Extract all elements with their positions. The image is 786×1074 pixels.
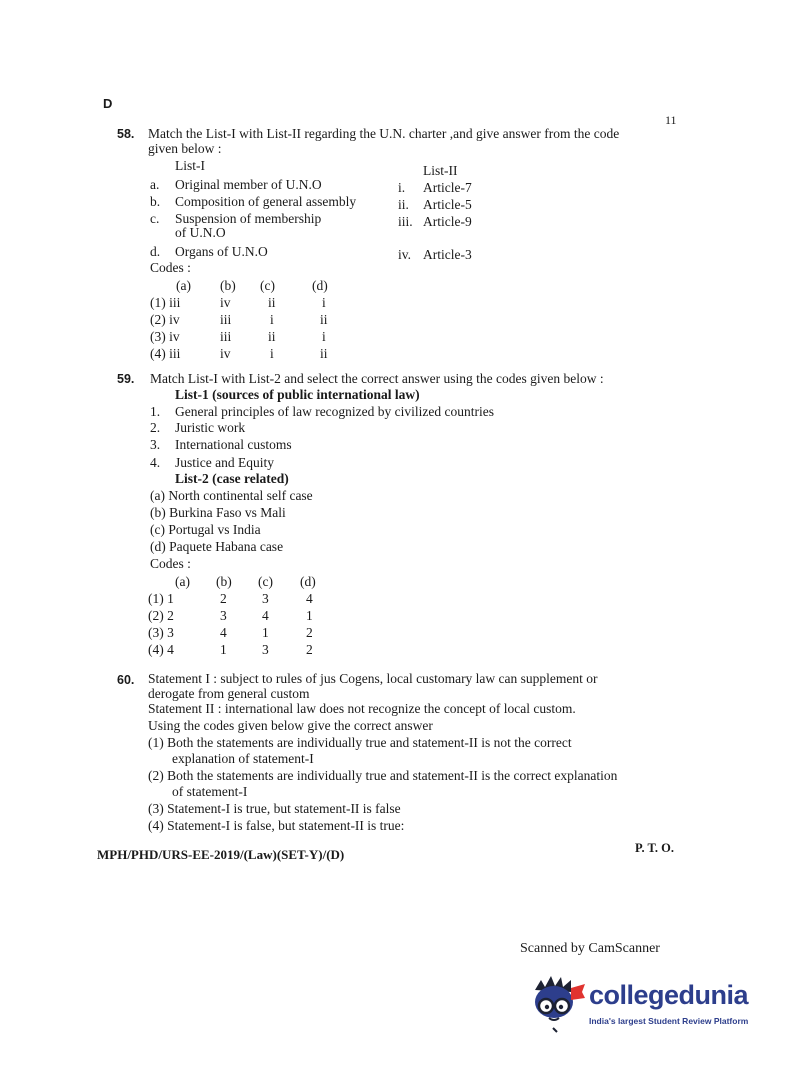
codes-cell: 2 [306, 625, 313, 640]
question-number: 60. [117, 673, 135, 687]
question-text-cont: given below : [148, 141, 222, 156]
codes-cell: i [270, 312, 274, 327]
list-2-item: (a) North continental self case [150, 488, 313, 503]
list-1-title: List-I [175, 158, 205, 173]
codes-row [150, 312, 352, 329]
codes-row [150, 295, 352, 312]
list-1-item: Composition of general assembly [175, 194, 357, 209]
list-2-label: ii. [398, 197, 409, 212]
codes-header-cell: (a) [176, 278, 191, 293]
codes-cell: 3 [262, 591, 269, 606]
list-1-label: 3. [150, 437, 161, 452]
codes-header-cell: (b) [216, 574, 232, 589]
codes-cell: (3) iv [150, 329, 180, 344]
list-2-label: iii. [398, 214, 413, 229]
paper-code: MPH/PHD/URS-EE-2019/(Law)(SET-Y)/(D) [97, 847, 345, 862]
codes-cell: (4) 4 [148, 642, 174, 657]
list-2-item: (c) Portugal vs India [150, 522, 261, 537]
codes-cell: ii [320, 312, 328, 327]
codes-cell: ii [268, 295, 276, 310]
codes-cell: 3 [262, 642, 269, 657]
codes-cell: i [270, 346, 274, 361]
codes-cell: 1 [220, 642, 227, 657]
codes-cell: 4 [306, 591, 313, 606]
codes-cell: i [322, 295, 326, 310]
list-1-item-cont: of U.N.O [175, 225, 226, 240]
list-2-item: (b) Burkina Faso vs Mali [150, 505, 286, 520]
codes-cell: (1) 1 [148, 591, 174, 606]
list-1-item: Suspension of membership [175, 211, 322, 226]
statement-2: Statement II : international law does not recognize the concept of local custom. [148, 701, 576, 716]
list-2-item: Article-5 [423, 197, 472, 212]
codes-cell: (4) iii [150, 346, 181, 361]
codes-cell: iii [220, 329, 232, 344]
mascot-icon [527, 972, 587, 1034]
list-1-label: c. [150, 211, 160, 226]
logo-wordmark: collegedunia [589, 980, 749, 1010]
codes-row [148, 591, 340, 608]
codes-cell: 1 [306, 608, 313, 623]
codes-cell: iv [220, 295, 231, 310]
codes-cell: ii [268, 329, 276, 344]
list-1-item: Original member of U.N.O [175, 177, 322, 192]
codes-cell: i [322, 329, 326, 344]
list-2-item: (d) Paquete Habana case [150, 539, 284, 554]
list-1-label: 4. [150, 455, 161, 470]
codes-cell: 1 [262, 625, 269, 640]
codes-row [150, 329, 352, 346]
codes-cell: 2 [220, 591, 227, 606]
list-2-item: Article-7 [423, 180, 472, 195]
list-1-item: International customs [175, 437, 292, 452]
codes-row [150, 346, 352, 363]
codes-header-cell: (c) [258, 574, 273, 589]
codes-cell: (3) 3 [148, 625, 174, 640]
codes-header-row [150, 278, 352, 295]
codes-row [148, 608, 340, 625]
question-text: Match the List-I with List-II regarding the U.N. charter ,and give answer from the code [148, 126, 620, 141]
list-2-title: List-2 (case related) [175, 471, 289, 486]
list-1-title: List-1 (sources of public international law) [175, 387, 420, 402]
list-2-title: List-II [423, 163, 458, 178]
codes-table [148, 574, 340, 659]
page-number: 11 [665, 113, 677, 127]
codes-label: Codes : [150, 260, 191, 275]
pto: P. T. O. [635, 841, 675, 855]
codes-header-cell: (a) [175, 574, 190, 589]
list-1-item: General principles of law recognized by civilized countries [175, 404, 494, 419]
option-1: (1) Both the statements are individually true and statement-II is not the correct [148, 735, 572, 750]
codes-cell: 4 [220, 625, 227, 640]
list-1-item: Justice and Equity [175, 455, 274, 470]
list-1-item: Organs of U.N.O [175, 244, 268, 259]
codes-cell: 3 [220, 608, 227, 623]
codes-cell: 4 [262, 608, 269, 623]
list-1-label: b. [150, 194, 161, 209]
list-1-label: a. [150, 177, 160, 192]
codes-header-cell: (d) [312, 278, 328, 293]
codes-cell: 2 [306, 642, 313, 657]
question-number: 59. [117, 372, 135, 386]
option-1-cont: explanation of statement-I [172, 751, 314, 766]
codes-cell: iii [220, 312, 232, 327]
codes-cell: (2) iv [150, 312, 180, 327]
codes-cell: (1) iii [150, 295, 181, 310]
codes-cell: ii [320, 346, 328, 361]
instruction: Using the codes given below give the correct answer [148, 718, 433, 733]
codes-row [148, 625, 340, 642]
codes-cell: (2) 2 [148, 608, 174, 623]
list-1-label: 1. [150, 404, 161, 419]
option-2-cont: of statement-I [172, 784, 248, 799]
list-1-item: Juristic work [175, 420, 246, 435]
collegedunia-logo [527, 972, 757, 1042]
list-2-label: iv. [398, 247, 411, 262]
option-2: (2) Both the statements are individually true and statement-II is the correct explanation [148, 768, 618, 783]
list-1-label: 2. [150, 420, 161, 435]
codes-header-row [148, 574, 340, 591]
codes-cell: iv [220, 346, 231, 361]
question-text: Match List-I with List-2 and select the correct answer using the codes given below : [150, 371, 604, 386]
list-1-label: d. [150, 244, 161, 259]
list-2-label: i. [398, 180, 406, 195]
codes-header-cell: (c) [260, 278, 275, 293]
statement-1: Statement I : subject to rules of jus Cogens, local customary law can supplement or [148, 671, 598, 686]
codes-row [148, 642, 340, 659]
statement-1-cont: derogate from general custom [148, 686, 310, 701]
codes-label: Codes : [150, 556, 191, 571]
codes-table [150, 278, 352, 363]
list-2-item: Article-9 [423, 214, 472, 229]
question-number: 58. [117, 127, 135, 141]
codes-header-cell: (d) [300, 574, 316, 589]
option-3: (3) Statement-I is true, but statement-II is false [148, 801, 401, 816]
logo-tagline: India's largest Student Review Platform [589, 1016, 749, 1026]
codes-header-cell: (b) [220, 278, 236, 293]
list-2-item: Article-3 [423, 247, 472, 262]
scanned-by: Scanned by CamScanner [520, 941, 660, 956]
option-4: (4) Statement-I is false, but statement-II is true: [148, 818, 405, 833]
set-letter: D [103, 96, 113, 111]
